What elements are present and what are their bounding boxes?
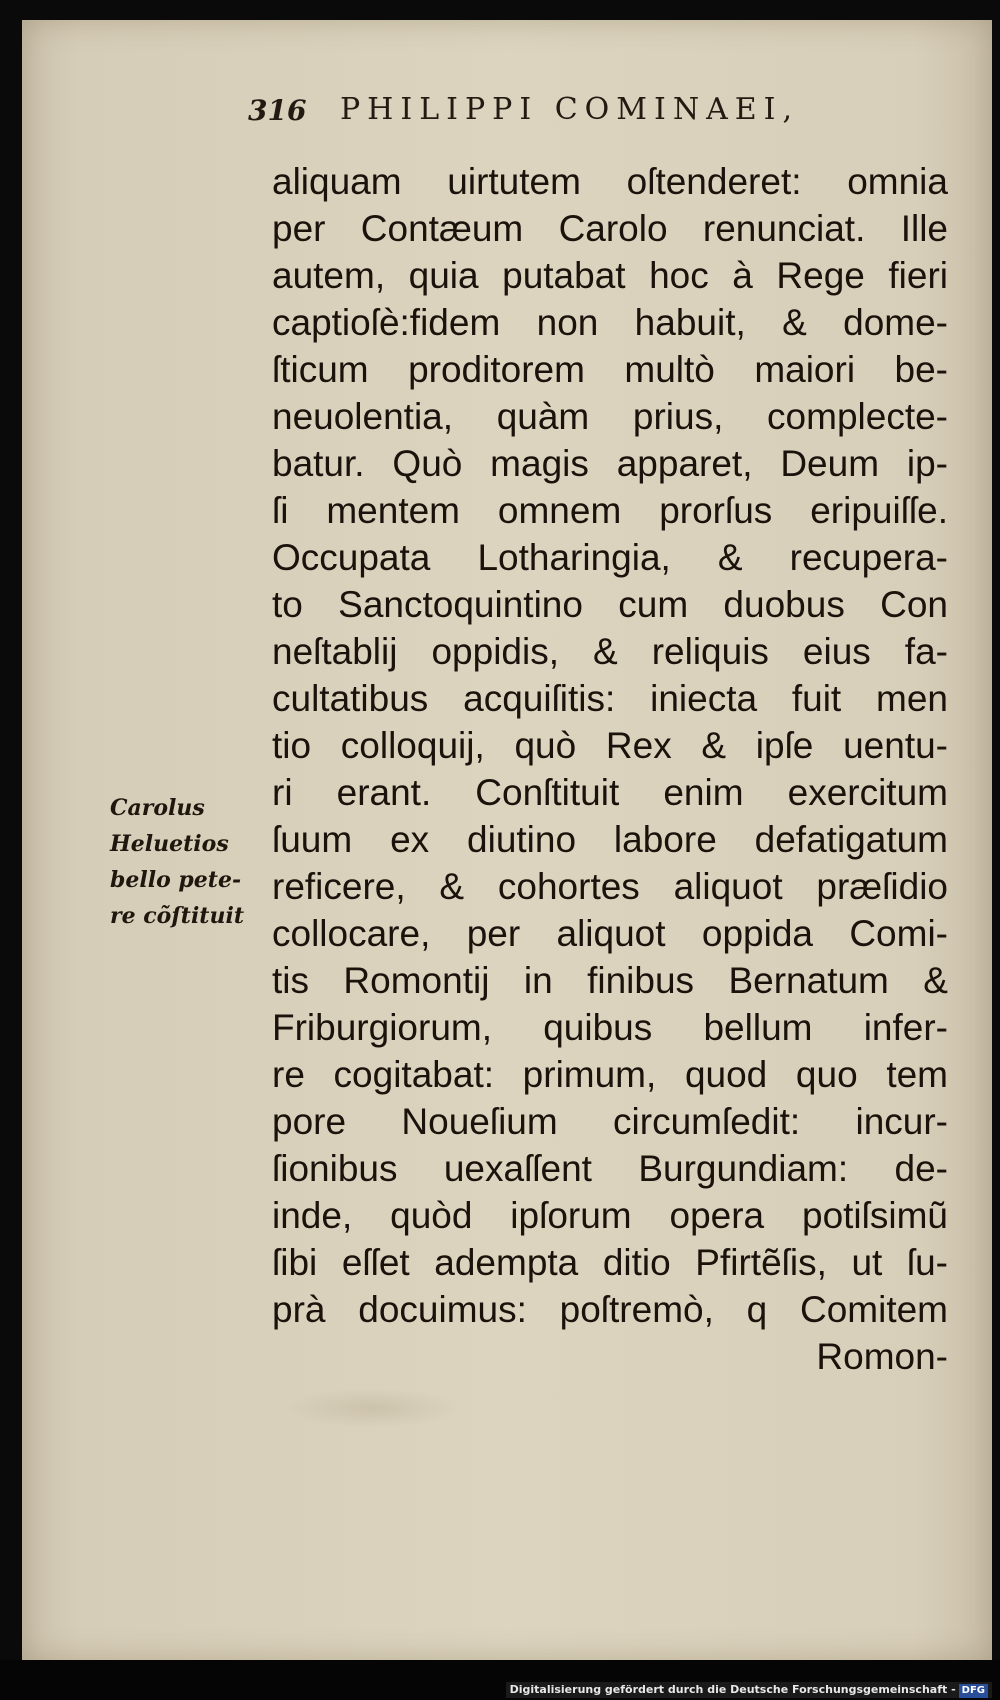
text-line: ſuum ex diutino labore defatigatum [272, 819, 948, 860]
marginal-note-line: bello pete- [110, 867, 242, 893]
text-line: ſibi eſſet adempta ditio Pfirtẽſis, ut ſu- [272, 1242, 948, 1283]
text-line: Occupata Lotharingia, & recupera- [272, 537, 948, 578]
marginal-note-line: Heluetios [110, 831, 229, 857]
marginal-note [110, 790, 260, 934]
text-line: autem, quia putabat hoc à Rege fieri [272, 255, 948, 296]
show-through-smudge [282, 1388, 462, 1428]
text-line: Friburgiorum, quibus bellum infer- [272, 1007, 948, 1048]
text-line: aliquam uirtutem oſtenderet: omnia [272, 161, 948, 202]
marginal-note-line: Carolus [110, 795, 205, 821]
page-number: 316 [248, 94, 307, 127]
page-header [248, 92, 908, 136]
text-line: ſticum proditorem multò maiori be- [272, 349, 948, 390]
text-line: re cogitabat: primum, quod quo tem [272, 1054, 948, 1095]
text-line: to Sanctoquintino cum duobus Con [272, 584, 948, 625]
text-line: inde, quòd ipſorum opera potiſsimũ [272, 1195, 948, 1236]
catchword: Romon- [816, 1336, 948, 1377]
text-line: pore Noueſium circumſedit: incur- [272, 1101, 948, 1142]
text-line: collocare, per aliquot oppida Comi- [272, 913, 948, 954]
text-line: tis Romontij in finibus Bernatum & [272, 960, 948, 1001]
dfg-logo: DFG [959, 1684, 988, 1698]
text-line: neſtablij oppidis, & reliquis eius fa- [272, 631, 948, 672]
text-line: prà docuimus: poſtremò, q Comitem [272, 1289, 948, 1330]
text-line: tio colloquij, quò Rex & ipſe uentu- [272, 725, 948, 766]
text-line: captioſè:fidem non habuit, & dome- [272, 302, 948, 343]
credit-text: Digitalisierung gefördert durch die Deutsche Forschungsgemeinschaft - [509, 1683, 956, 1696]
text-line: ri erant. Conſtituit enim exercitum [272, 772, 948, 813]
running-head: PHILIPPI COMINAEI, [340, 92, 800, 127]
text-line: cultatibus acquiſitis: iniecta fuit men [272, 678, 948, 719]
text-line: batur. Quò magis apparet, Deum ip- [272, 443, 948, 484]
text-line: ſionibus uexaſſent Burgundiam: de- [272, 1148, 948, 1189]
text-line: ſi mentem omnem prorſus eripuiſſe. [272, 490, 948, 531]
text-line: reficere, & cohortes aliquot præſidio [272, 866, 948, 907]
text-line: neuolentia, quàm prius, complecte- [272, 396, 948, 437]
main-text-block [272, 158, 948, 1380]
marginal-note-line: re cõſtituit [110, 903, 244, 929]
text-line: per Contæum Carolo renunciat. Ille [272, 208, 948, 249]
digitization-credit [506, 1682, 992, 1698]
